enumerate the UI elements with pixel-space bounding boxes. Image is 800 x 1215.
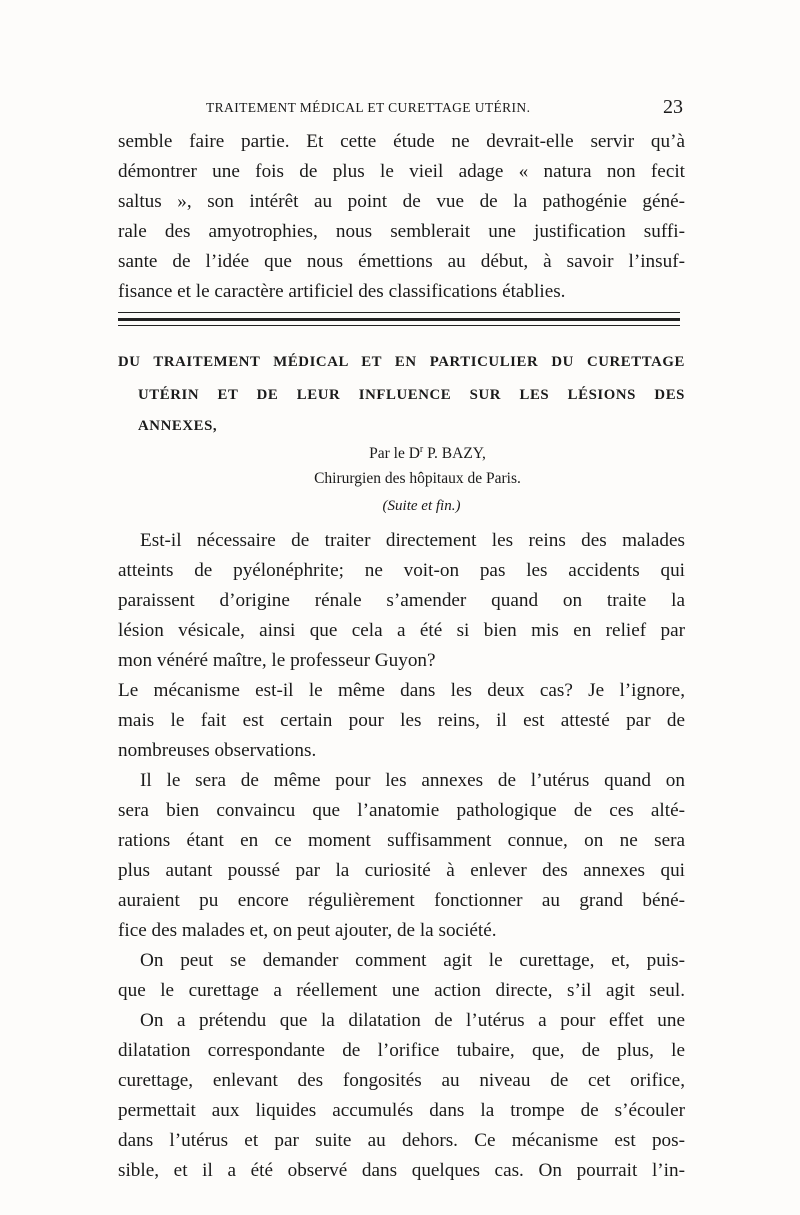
byline-prefix: Par le D	[369, 445, 420, 463]
author-byline	[118, 444, 685, 463]
body-line: dans l’utérus et par suite au dehors. Ce mécanisme est pos-	[118, 1130, 685, 1151]
intro-line: sante de l’idée que nous émettions au début, à savoir l’insuf-	[118, 251, 685, 272]
body-line: auraient pu encore régulièrement fonctionner au grand béné-	[118, 890, 685, 911]
body-line: rations étant en ce moment suffisamment connue, on ne sera	[118, 830, 685, 851]
intro-line: démontrer une fois de plus le vieil adage « natura non fecit	[118, 161, 685, 182]
body-line: Est-il nécessaire de traiter directement les reins des malades	[140, 530, 685, 551]
section-rule-top	[118, 312, 680, 313]
body-line: sible, et il a été observé dans quelques cas. On pourrait l’in-	[118, 1160, 685, 1181]
body-line: nombreuses observations.	[118, 740, 317, 761]
body-line: mais le fait est certain pour les reins, il est attesté par de	[118, 710, 685, 731]
page-number: 23	[663, 96, 683, 118]
article-title-line: DU TRAITEMENT MÉDICAL ET EN PARTICULIER DU CURETTAGE	[118, 354, 685, 370]
body-line: mon vénéré maître, le professeur Guyon?	[118, 650, 436, 671]
body-line: permettait aux liquides accumulés dans la trompe de s’écouler	[118, 1100, 685, 1121]
section-rule-bottom	[118, 325, 680, 326]
intro-line: fisance et le caractère artificiel des classifications établies.	[118, 281, 566, 302]
intro-line: saltus », son intérêt au point de vue de la pathogénie géné-	[118, 191, 685, 212]
article-title-line: UTÉRIN ET DE LEUR INFLUENCE SUR LES LÉSIONS DES	[138, 387, 685, 403]
body-line: paraissent d’origine rénale s’amender quand on traite la	[118, 590, 685, 611]
running-head	[118, 96, 683, 120]
section-rule-middle	[118, 318, 680, 321]
intro-line: rale des amyotrophies, nous semblerait une justification suffi-	[118, 221, 685, 242]
author-title: Chirurgien des hôpitaux de Paris.	[314, 470, 521, 487]
body-line: lésion vésicale, ainsi que cela a été si bien mis en relief par	[118, 620, 685, 641]
body-line: que le curettage a réellement une action directe, s’il agit seul.	[118, 980, 685, 1001]
body-line: curettage, enlevant des fongosités au niveau de cet orifice,	[118, 1070, 685, 1091]
running-title: TRAITEMENT MÉDICAL ET CURETTAGE UTÉRIN.	[206, 100, 531, 115]
intro-line: semble faire partie. Et cette étude ne devrait-elle servir qu’à	[118, 131, 685, 152]
body-line: atteints de pyélonéphrite; ne voit-on pas les accidents qui	[118, 560, 685, 581]
author-name: P. BAZY,	[423, 445, 486, 463]
body-line: On peut se demander comment agit le curettage, et, puis-	[140, 950, 685, 971]
body-line: plus autant poussé par la curiosité à enlever des annexes qui	[118, 860, 685, 881]
body-line: dilatation correspondante de l’orifice tubaire, que, de plus, le	[118, 1040, 685, 1061]
body-line: Le mécanisme est-il le même dans les deux cas? Je l’ignore,	[118, 680, 685, 701]
body-line: Il le sera de même pour les annexes de l’utérus quand on	[140, 770, 685, 791]
body-line: On a prétendu que la dilatation de l’utérus a pour effet une	[140, 1010, 685, 1031]
article-title-line: ANNEXES,	[138, 418, 218, 434]
body-line: fice des malades et, on peut ajouter, de la société.	[118, 920, 497, 941]
body-line: sera bien convaincu que l’anatomie pathologique de ces alté-	[118, 800, 685, 821]
byline-superscript: r	[419, 444, 424, 455]
continuation-note: (Suite et fin.)	[382, 498, 461, 514]
